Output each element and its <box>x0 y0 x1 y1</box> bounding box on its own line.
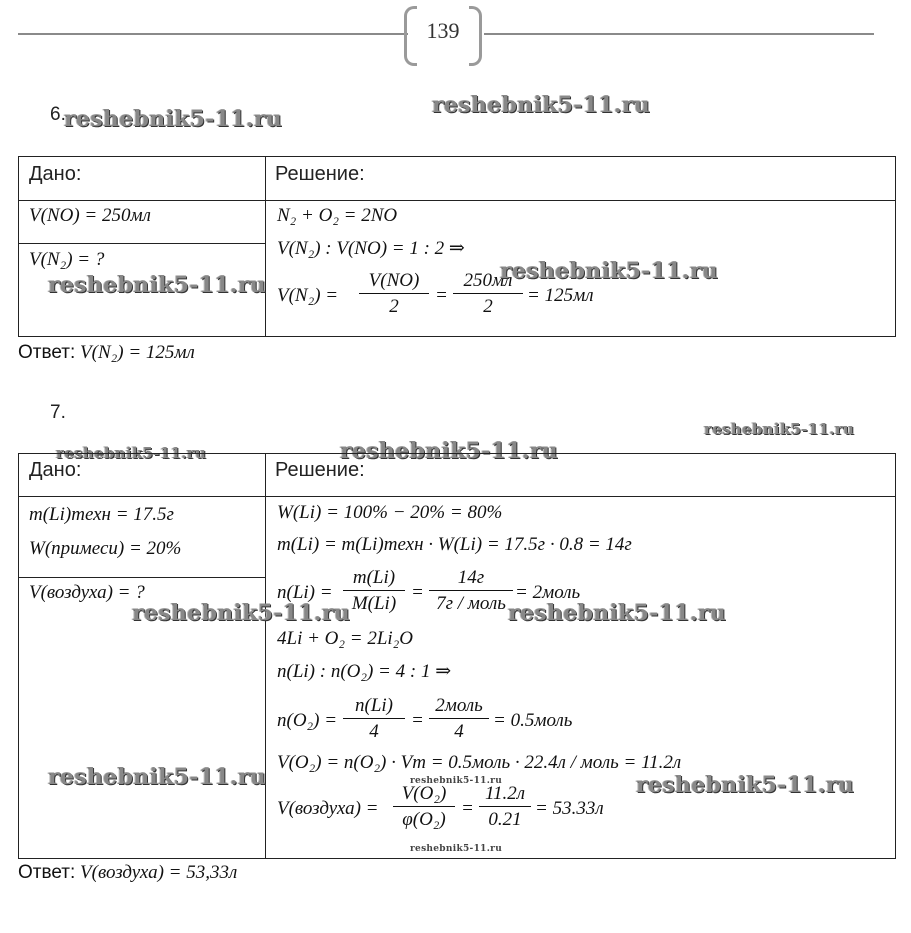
denominator: 0.21 <box>488 809 522 830</box>
equation-lhs: n(Li) = <box>277 582 333 603</box>
numerator: 250мл <box>453 269 523 294</box>
header-rule-right <box>484 33 874 35</box>
given-line: V(воздуха) = ? <box>29 582 145 603</box>
equals-sign: = <box>435 285 448 306</box>
equation-result: = 2моль <box>515 582 581 603</box>
denominator: 7г / моль <box>436 593 506 614</box>
numerator: n(Li) <box>343 694 405 719</box>
equals-sign: = <box>461 798 474 819</box>
denominator: φ(O₂) <box>402 809 446 830</box>
denominator: 4 <box>454 721 464 742</box>
equation-line: V(N₂) : V(NO) = 1 : 2 ⇒ <box>277 238 465 259</box>
problem-6-answer <box>18 342 195 364</box>
numerator: V(NO) <box>359 269 429 294</box>
watermark: reshebnik5-11.ru <box>500 258 719 284</box>
problem-7-number: 7. <box>50 402 66 423</box>
answer-label: Ответ: <box>18 862 76 883</box>
fraction <box>359 269 429 320</box>
equation-result: = 0.5моль <box>493 710 573 731</box>
equals-sign: = <box>411 582 424 603</box>
watermark: reshebnik5-11.ru <box>704 420 855 438</box>
watermark: reshebnik5-11.ru <box>508 600 727 626</box>
equation-lhs: V(N₂) = <box>277 285 339 306</box>
fraction <box>429 694 489 745</box>
numerator: 14г <box>429 566 513 591</box>
watermark: reshebnik5-11.ru <box>410 844 503 854</box>
solution-header: Решение: <box>275 163 365 185</box>
given-line: V(N₂) = ? <box>29 249 105 270</box>
fraction <box>393 782 455 833</box>
fraction <box>479 782 531 833</box>
denominator: 2 <box>389 296 399 317</box>
solution-header: Решение: <box>275 459 365 481</box>
answer-value: V(воздуха) = 53,33л <box>80 862 238 883</box>
watermark: reshebnik5-11.ru <box>410 776 503 786</box>
equation-result: = 125мл <box>527 285 594 306</box>
equals-sign: = <box>411 710 424 731</box>
numerator: m(Li) <box>343 566 405 591</box>
watermark: reshebnik5-11.ru <box>340 438 559 464</box>
equation-line: N₂ + O₂ = 2NO <box>277 205 398 226</box>
given-header: Дано: <box>29 459 82 481</box>
given-line: m(Li)техн = 17.5г <box>29 504 174 525</box>
watermark: reshebnik5-11.ru <box>432 92 651 118</box>
equation-line: n(Li) : n(O₂) = 4 : 1 ⇒ <box>277 661 452 682</box>
equation-lhs: V(воздуха) = <box>277 798 379 819</box>
denominator: 4 <box>369 721 379 742</box>
problem-6-number: 6. <box>50 104 66 125</box>
equation-line: m(Li) = m(Li)техн · W(Li) = 17.5г · 0.8 = 14г <box>277 534 632 555</box>
header-rule-left <box>18 33 408 35</box>
watermark: reshebnik5-11.ru <box>56 444 207 462</box>
equation-lhs: n(O₂) = <box>277 710 338 731</box>
problem-7-table <box>18 453 896 859</box>
numerator: V(O₂) <box>393 782 455 807</box>
watermark: reshebnik5-11.ru <box>132 600 351 626</box>
watermark: reshebnik5-11.ru <box>48 272 267 298</box>
numerator: 2моль <box>429 694 489 719</box>
equation-line: V(O₂) = n(O₂) · Vm = 0.5моль · 22.4л / моль = 11.2л <box>277 752 682 773</box>
page-number: 139 <box>426 18 460 43</box>
equation-line: 4Li + O₂ = 2Li₂O <box>277 628 413 649</box>
fraction <box>343 694 405 745</box>
fraction <box>429 566 513 617</box>
equation-line: W(Li) = 100% − 20% = 80% <box>277 502 503 523</box>
fraction <box>343 566 405 617</box>
denominator: M(Li) <box>351 593 397 614</box>
problem-7-answer <box>18 862 237 884</box>
denominator: 2 <box>483 296 493 317</box>
given-line: W(примеси) = 20% <box>29 538 182 559</box>
given-header: Дано: <box>29 163 82 185</box>
watermark: reshebnik5-11.ru <box>48 764 267 790</box>
equation-result: = 53.33л <box>535 798 604 819</box>
answer-label: Ответ: <box>18 342 76 363</box>
given-line: V(NO) = 250мл <box>29 205 151 226</box>
problem-6-table <box>18 156 896 337</box>
page-number-frame <box>404 6 482 60</box>
answer-value: V(N₂) = 125мл <box>80 342 195 363</box>
numerator: 11.2л <box>479 782 531 807</box>
watermark: reshebnik5-11.ru <box>636 772 855 798</box>
watermark: reshebnik5-11.ru <box>64 106 283 132</box>
